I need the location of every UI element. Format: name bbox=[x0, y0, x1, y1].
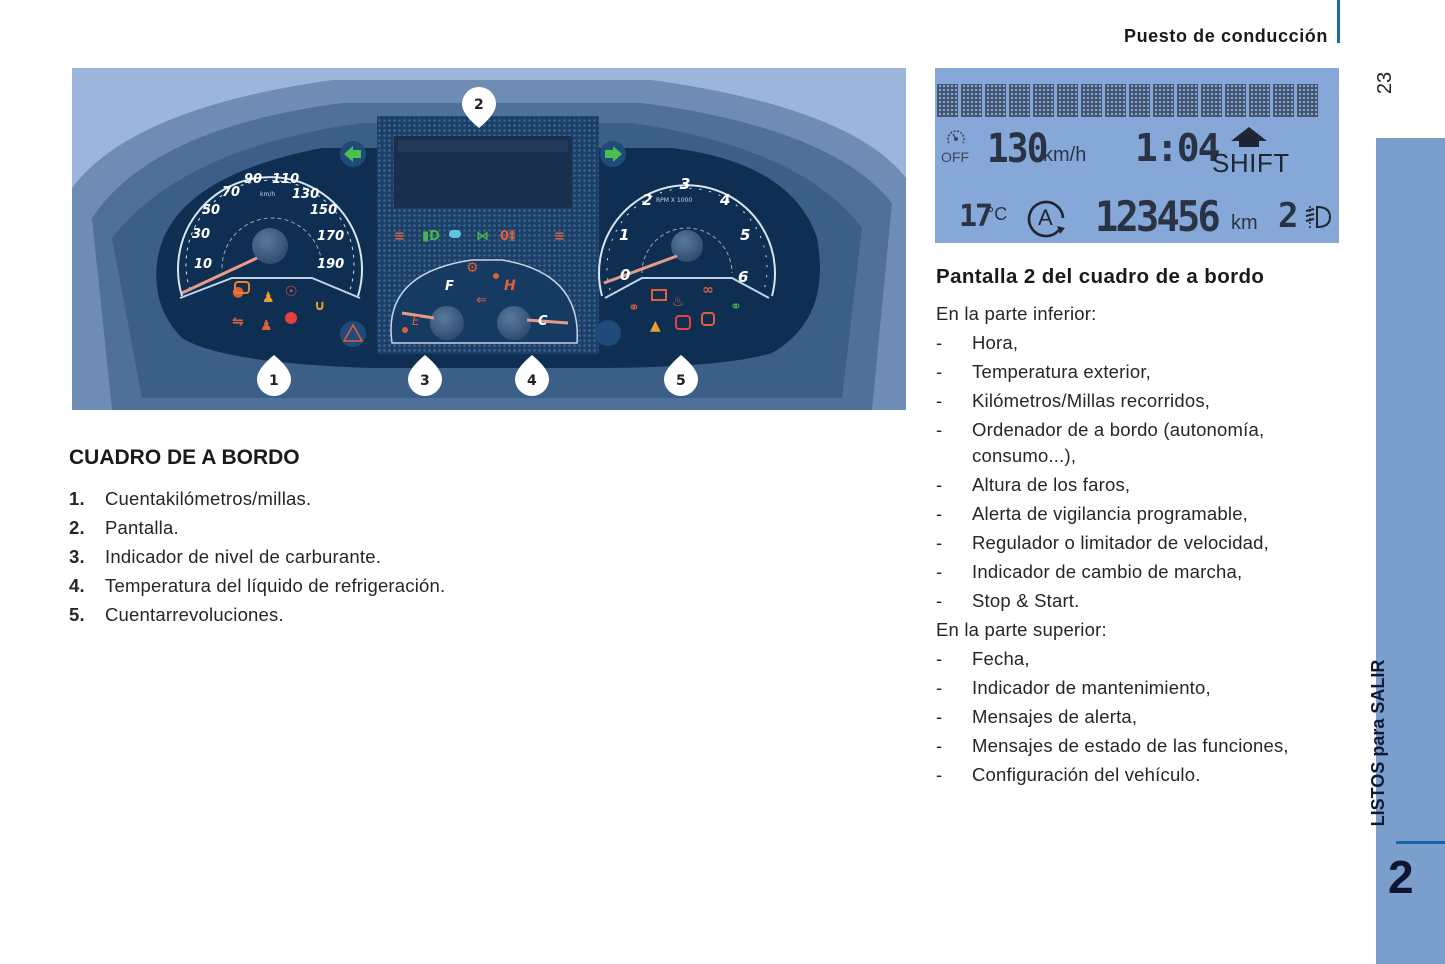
svg-text:0: 0 bbox=[620, 266, 631, 284]
list-item: - Indicador de mantenimiento, bbox=[936, 677, 1211, 698]
svg-text:♟: ♟ bbox=[260, 318, 273, 334]
svg-text:2: 2 bbox=[474, 97, 484, 113]
svg-text:70: 70 bbox=[222, 185, 241, 200]
list-item: - Indicador de cambio de marcha, bbox=[936, 561, 1243, 582]
svg-text:♟: ♟ bbox=[262, 290, 275, 306]
list-item: - Altura de los faros, bbox=[936, 474, 1131, 495]
list-item: 3. Indicador de nivel de carburante. bbox=[69, 546, 382, 567]
lcd-speed-unit: km/h bbox=[1043, 144, 1087, 166]
cruise-control-icon bbox=[946, 128, 966, 146]
lower-intro: En la parte inferior: bbox=[936, 303, 1097, 324]
lcd-odometer-unit: km bbox=[1231, 212, 1258, 234]
page-number: 23 bbox=[1374, 71, 1396, 95]
list-item: 2. Pantalla. bbox=[69, 517, 179, 538]
svg-text:▮D: ▮D bbox=[422, 229, 440, 244]
cluster-heading: CUADRO DE A BORDO bbox=[69, 446, 300, 469]
svg-text:RPM X 1000: RPM X 1000 bbox=[656, 197, 693, 204]
svg-text:⋈: ⋈ bbox=[476, 229, 489, 244]
svg-text:E: E bbox=[412, 314, 420, 328]
svg-text:90: 90 bbox=[244, 172, 263, 187]
list-item-continuation: consumo...), bbox=[972, 445, 1077, 466]
list-item: - Temperatura exterior, bbox=[936, 361, 1152, 382]
svg-text:3: 3 bbox=[420, 373, 430, 389]
chapter-tab-label: LISTOS para SALIR bbox=[1368, 659, 1388, 827]
svg-text:1: 1 bbox=[269, 373, 279, 389]
list-item: 4. Temperatura del líquido de refrigeración. bbox=[69, 575, 446, 596]
shift-up-arrow-icon bbox=[1231, 127, 1267, 141]
svg-text:▲: ▲ bbox=[650, 318, 661, 334]
svg-text:170: 170 bbox=[317, 229, 345, 244]
list-item: - Mensajes de alerta, bbox=[936, 706, 1138, 727]
display-features-list bbox=[936, 300, 1289, 790]
svg-text:≡: ≡ bbox=[394, 229, 405, 244]
list-item: - Fecha, bbox=[936, 648, 1030, 669]
svg-text:0‡: 0‡ bbox=[500, 229, 516, 244]
svg-text:☉: ☉ bbox=[285, 284, 298, 300]
list-item: - Alerta de vigilancia programable, bbox=[936, 503, 1249, 524]
chapter-tab-rule bbox=[1396, 841, 1445, 844]
svg-text:110: 110 bbox=[272, 172, 300, 187]
svg-text:⚭: ⚭ bbox=[628, 300, 640, 316]
header-rule bbox=[1337, 0, 1340, 43]
svg-text:≡: ≡ bbox=[554, 229, 565, 244]
svg-text:130: 130 bbox=[292, 187, 320, 202]
cruise-state: OFF bbox=[941, 149, 969, 165]
gear-shift-indicator: SHIFT bbox=[1212, 148, 1290, 178]
instrument-cluster-figure bbox=[72, 68, 906, 410]
upper-intro: En la parte superior: bbox=[936, 619, 1107, 640]
list-item: - Hora, bbox=[936, 332, 1019, 353]
svg-text:1: 1 bbox=[619, 226, 630, 244]
list-item: - Mensajes de estado de las funciones, bbox=[936, 735, 1289, 756]
svg-text:10: 10 bbox=[194, 257, 213, 272]
svg-text:⇐: ⇐ bbox=[476, 293, 487, 308]
svg-text:5: 5 bbox=[676, 373, 686, 389]
svg-text:150: 150 bbox=[310, 203, 338, 218]
lcd-headlamp-level: 2 bbox=[1278, 196, 1299, 236]
svg-text:30: 30 bbox=[192, 227, 211, 242]
svg-text:A: A bbox=[1038, 205, 1053, 230]
lcd-outside-temp: 17 bbox=[959, 199, 992, 234]
lcd-speed: 130 bbox=[987, 126, 1047, 172]
section-title: Puesto de conducción bbox=[1123, 26, 1328, 46]
svg-text:♨: ♨ bbox=[672, 294, 685, 310]
lcd-temp-unit: °C bbox=[987, 204, 1008, 224]
list-item: 1. Cuentakilómetros/millas. bbox=[69, 488, 312, 509]
svg-text:⇋: ⇋ bbox=[232, 314, 244, 330]
list-item: - Regulador o limitador de velocidad, bbox=[936, 532, 1270, 553]
chapter-tab bbox=[1368, 138, 1445, 964]
svg-text:2: 2 bbox=[642, 191, 653, 209]
svg-text:∪: ∪ bbox=[314, 298, 326, 314]
svg-text:4: 4 bbox=[527, 373, 537, 389]
list-item: - Configuración del vehículo. bbox=[936, 764, 1201, 785]
chapter-number: 2 bbox=[1388, 851, 1414, 903]
svg-text:●: ● bbox=[232, 284, 245, 300]
svg-text:∞: ∞ bbox=[702, 282, 714, 298]
list-item: 5. Cuentarrevoluciones. bbox=[69, 604, 284, 625]
svg-text:3: 3 bbox=[680, 175, 691, 193]
svg-text:4: 4 bbox=[720, 191, 731, 209]
stop-start-icon bbox=[1025, 196, 1069, 238]
svg-text:km/h: km/h bbox=[260, 191, 276, 198]
svg-text:190: 190 bbox=[317, 257, 345, 272]
svg-text:6: 6 bbox=[738, 268, 749, 286]
list-item: - Kilómetros/Millas recorridos, bbox=[936, 390, 1211, 411]
svg-text:F: F bbox=[445, 279, 454, 294]
lcd-clock: 1:04 bbox=[1135, 126, 1219, 170]
svg-text:C: C bbox=[538, 314, 548, 329]
svg-text:⚙: ⚙ bbox=[466, 260, 479, 276]
svg-text:H: H bbox=[504, 278, 516, 294]
svg-text:⚭: ⚭ bbox=[730, 299, 742, 315]
lcd-dot-matrix-row bbox=[937, 84, 1318, 117]
headlamp-beam-icon bbox=[1303, 202, 1333, 232]
cluster-legend-list bbox=[69, 488, 445, 633]
list-item: - Stop & Start. bbox=[936, 590, 1080, 611]
svg-text:50: 50 bbox=[202, 203, 221, 218]
lcd-screen-figure bbox=[935, 68, 1339, 243]
display-heading: Pantalla 2 del cuadro de a bordo bbox=[936, 265, 1265, 288]
svg-text:5: 5 bbox=[740, 226, 751, 244]
list-item: - Ordenador de a bordo (autonomía, bbox=[936, 419, 1265, 440]
lcd-odometer: 123456 bbox=[1095, 192, 1219, 241]
